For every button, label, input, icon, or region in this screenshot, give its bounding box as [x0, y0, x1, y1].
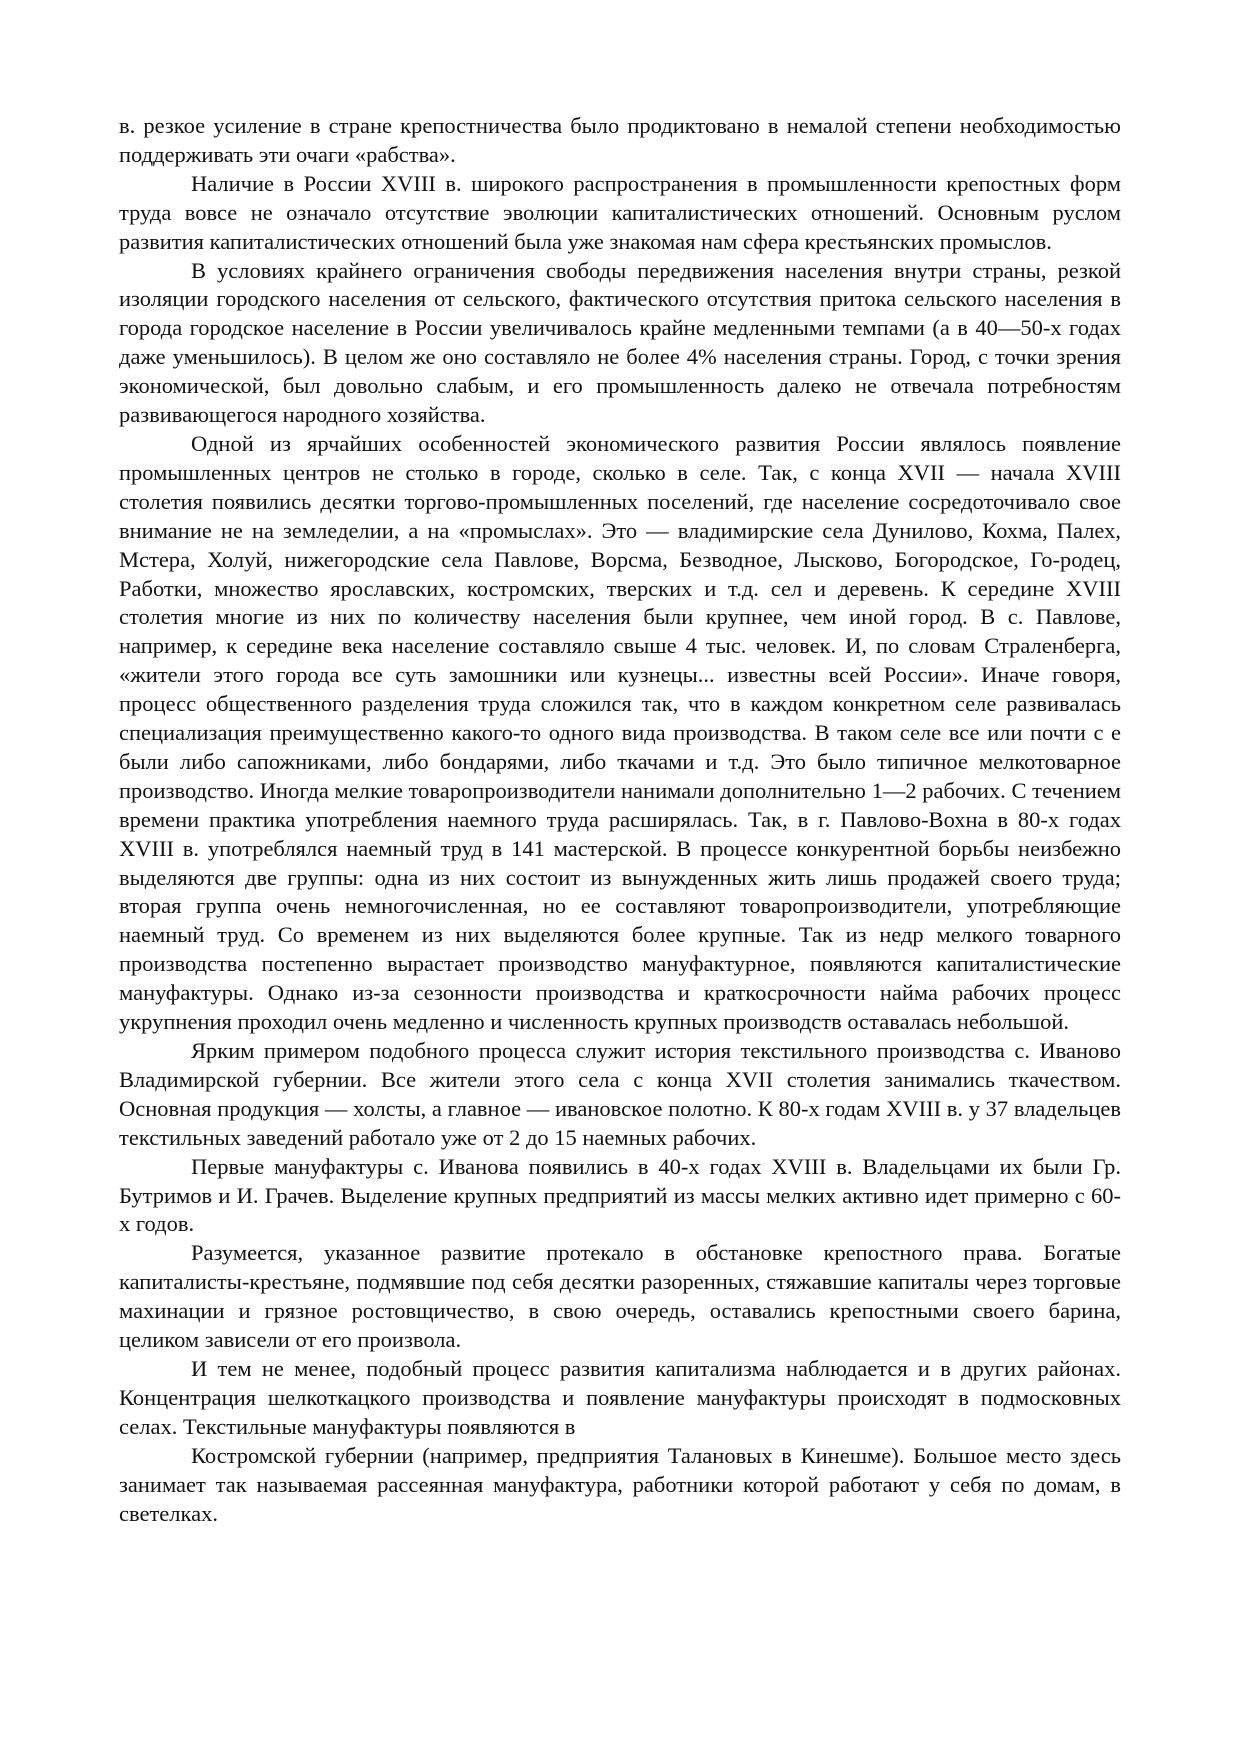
paragraph-8: И тем не менее, подобный процесс развития капитализма наблюдается и в других районах. Концентрация шелкоткацкого производства и появление мануфактуры происходят в подмосковных селах. Текстильные мануфактуры появляются в: [119, 1355, 1121, 1439]
paragraph-3: В условиях крайнего ограничения свободы передвижения населения внутри страны, резкой изоляции городского населения от сельского, фактического отсутствия притока сельского населения в города городское население в России увеличивалось крайне медленными темпами (а в 40—50-х годах даже уменьшилось). В целом же оно составляло не более 4% населения страны. Город, с точки зрения экономической, был довольно слабым, и его промышленность далеко не отвечала потребностям развивающегося народного хозяйства.: [119, 257, 1121, 428]
paragraph-6: Первые мануфактуры с. Иванова появились в 40-х годах XVIII в. Владельцами их были Гр. Бутримов и И. Грачев. Выделение крупных предприятий из массы мелких активно идет примерно с 60-х годов.: [119, 1153, 1121, 1237]
paragraph-4: Одной из ярчайших особенностей экономического развития России являлось появление промышленных центров не столько в городе, сколько в селе. Так, с конца XVII — начала XVIII столетия появились десятки торгово-промышленных поселений, где население сосредоточивало свое внимание не на земледелии, а на «промыслах». Это — владимирские села Дунилово, Кохма, Палех, Мстера, Холуй, нижегородские села Павлове, Ворсма, Безводное, Лысково, Богородское, Го-родец, Работки, множество ярославских, костромских, тверских и т.д. сел и деревень. К середине XVIII столетия многие из них по количеству населения были крупнее, чем иной город. В с. Павлове, например, к середине века население составляло свыше 4 тыс. человек. И, по словам Страленберга, «жители этого города все суть замошники или кузнецы... известны всей России». Иначе говоря, процесс общественного разделения труда сложился так, что в каждом конкретном селе развивалась специализация преимущественно какого-то одного вида производства. В таком селе все или почти с е были либо сапожниками, либо бондарями, либо ткачами и т.д. Это было типичное мелкотоварное производство. Иногда мелкие товаропроизводители нанимали дополнительно 1—2 рабочих. С течением времени практика употребления наемного труда расширялась. Так, в г. Павлово-Вохна в 80-х годах XVIII в. употреблялся наемный труд в 141 мастерской. В процессе конкурентной борьбы неизбежно выделяются две группы: одна из них состоит из вынужденных жить лишь продажей своего труда; вторая группа очень немногочисленная, но ее составляют товаропроизводители, употребляющие наемный труд. Со временем из них выделяются более крупные. Так из недр мелкого товарного производства постепенно вырастает производство мануфактурное, появляются капиталистические мануфактуры. Однако из-за сезонности производства и краткосрочности найма рабочих процесс укрупнения проходил очень медленно и численность крупных производств оставалась небольшой.: [119, 430, 1121, 1035]
document-body: [119, 112, 1121, 1528]
paragraph-7: Разумеется, указанное развитие протекало в обстановке крепостного права. Богатые капиталисты-крестьяне, подмявшие под себя десятки разоренных, стяжавшие капиталы через торговые махинации и грязное ростовщичество, в свою очередь, оставались крепостными своего барина, целиком зависели от его произвола.: [119, 1240, 1121, 1353]
paragraph-2: Наличие в России XVIII в. широкого распространения в промышленности крепостных форм труда вовсе не означало отсутствие эволюции капиталистических отношений. Основным руслом развития капиталистических отношений была уже знакомая нам сфера крестьянских промыслов.: [119, 170, 1121, 254]
paragraph-5: Ярким примером подобного процесса служит история текстильного производства с. Иваново Владимирской губернии. Все жители этого села с конца XVII столетия занимались ткачеством. Основная продукция — холсты, а главное — ивановское полотно. К 80-х годам XVIII в. у 37 владельцев текстильных заведений работало уже от 2 до 15 наемных рабочих.: [119, 1038, 1121, 1150]
paragraph-9: Костромской губернии (например, предприятия Талановых в Кинешме). Большое место здесь занимает так называемая рассеянная мануфактура, работники которой работают у себя по домам, в светелках.: [119, 1442, 1121, 1526]
paragraph-1: в. резкое усиление в стране крепостничества было продиктовано в немалой степени необходимостью поддерживать эти очаги «рабства».: [119, 113, 1121, 167]
